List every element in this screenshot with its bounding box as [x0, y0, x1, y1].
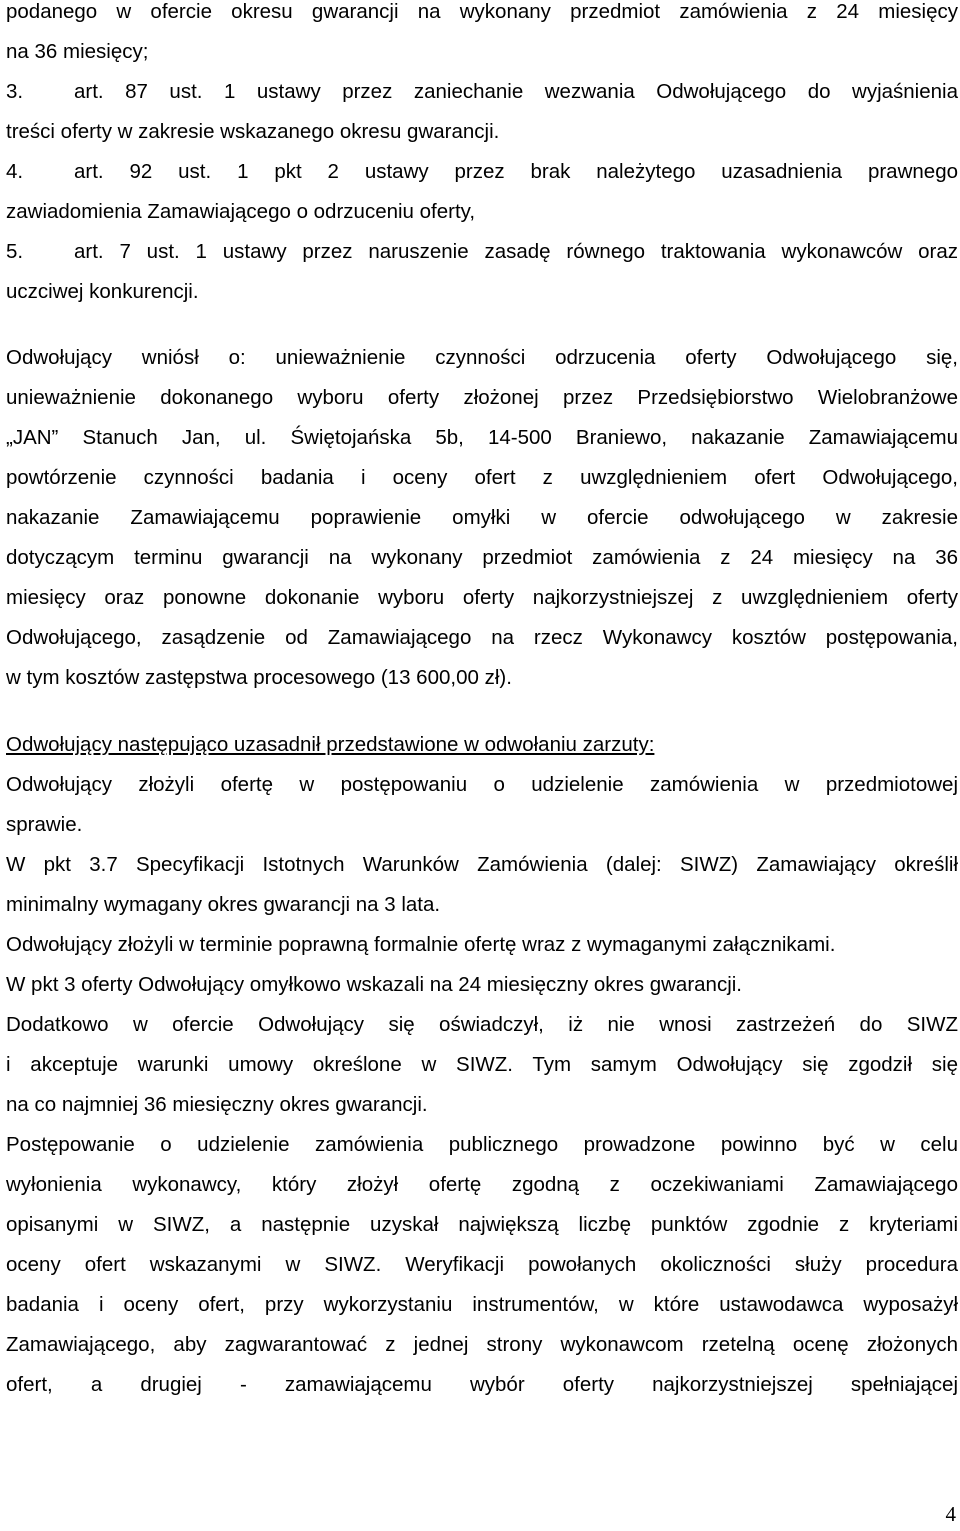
- paragraph-line: dotyczącym terminu gwarancji na wykonany przedmiot zamówienia z 24 miesięcy na 36: [6, 546, 958, 569]
- list-item-4-line: [6, 152, 958, 192]
- list-number: 5.: [6, 240, 24, 263]
- paragraph-line: ofert, a drugiej - zamawiającemu wybór oferty najkorzystniejszej spełniającej: [6, 1373, 958, 1396]
- page-number: 4: [945, 1502, 956, 1526]
- paragraph-line: wyłonienia wykonawcy, który złożył ofertę zgodną z oczekiwaniami Zamawiającego: [6, 1173, 958, 1196]
- paragraph-line: w tym kosztów zastępstwa procesowego (13 600,00 zł).: [6, 666, 512, 689]
- paragraph-line: badania i oceny ofert, przy wykorzystaniu instrumentów, w które ustawodawca wyposażył: [6, 1293, 958, 1316]
- list-number: 4.: [6, 160, 24, 183]
- paragraph-line: i akceptuje warunki umowy określone w SIWZ. Tym samym Odwołujący się zgodził się: [6, 1053, 958, 1076]
- paragraph-line: W pkt 3.7 Specyfikacji Istotnych Warunków Zamówienia (dalej: SIWZ) Zamawiający określił: [6, 853, 958, 876]
- section-heading: [6, 725, 958, 765]
- demands-paragraph: [6, 338, 958, 698]
- list-item-5-line: uczciwej konkurencji.: [6, 280, 199, 303]
- paragraph-line: unieważnienie dokonanego wyboru oferty złożonej przez Przedsiębiorstwo Wielobranżowe: [6, 386, 958, 409]
- paragraph-line: minimalny wymagany okres gwarancji na 3 lata.: [6, 893, 441, 916]
- list-text: art. 92 ust. 1 pkt 2 ustawy przez brak należytego uzasadnienia prawnego: [74, 160, 958, 183]
- paragraph-line: miesięcy oraz ponowne dokonanie wyboru oferty najkorzystniejszej z uwzględnieniem oferty: [6, 586, 958, 609]
- paragraph-gap: [6, 312, 958, 338]
- paragraph-line: Dodatkowo w ofercie Odwołujący się oświadczył, iż nie wnosi zastrzeżeń do SIWZ: [6, 1013, 958, 1036]
- list-item-3-line: [6, 72, 958, 112]
- paragraph-gap: [6, 698, 958, 725]
- paragraph-line: powtórzenie czynności badania i oceny ofert z uwzględnieniem ofert Odwołującego,: [6, 466, 958, 489]
- paragraph-line: Odwołujący wniósł o: unieważnienie czynności odrzucenia oferty Odwołującego się,: [6, 346, 958, 369]
- list-text: art. 87 ust. 1 ustawy przez zaniechanie wezwania Odwołującego do wyjaśnienia: [74, 80, 958, 103]
- paragraph-line: Odwołujący złożyli ofertę w postępowaniu o udzielenie zamówienia w przedmiotowej: [6, 773, 958, 796]
- list-number: 3.: [6, 80, 24, 103]
- paragraph-line: sprawie.: [6, 813, 83, 836]
- paragraph-line: oceny ofert wskazanymi w SIWZ. Weryfikacji powołanych okoliczności służy procedura: [6, 1253, 958, 1276]
- list-continuation-line: podanego w ofercie okresu gwarancji na wykonany przedmiot zamówienia z 24 miesięcy: [6, 0, 958, 23]
- list-continuation-line: na 36 miesięcy;: [6, 40, 149, 63]
- paragraph-line: W pkt 3 oferty Odwołujący omyłkowo wskazali na 24 miesięczny okres gwarancji.: [6, 973, 742, 996]
- paragraph-line: Odwołujący złożyli w terminie poprawną formalnie ofertę wraz z wymaganymi załącznikami.: [6, 933, 836, 956]
- section-heading-text: Odwołujący następująco uzasadnił przedstawione w odwołaniu zarzuty:: [6, 733, 655, 756]
- paragraph-line: Zamawiającego, aby zagwarantować z jednej strony wykonawcom rzetelną ocenę złożonych: [6, 1333, 958, 1356]
- paragraph-line: nakazanie Zamawiającemu poprawienie omyłki w ofercie odwołującego w zakresie: [6, 506, 958, 529]
- paragraph-line: Odwołującego, zasądzenie od Zamawiającego na rzecz Wykonawcy kosztów postępowania,: [6, 626, 958, 649]
- list-item-3-line: treści oferty w zakresie wskazanego okresu gwarancji.: [6, 120, 500, 143]
- list-text: art. 7 ust. 1 ustawy przez naruszenie zasadę równego traktowania wykonawców oraz: [74, 240, 958, 263]
- list-item-5-line: [6, 232, 958, 272]
- paragraph-line: opisanymi w SIWZ, a następnie uzyskał największą liczbę punktów zgodnie z kryteriami: [6, 1213, 958, 1236]
- paragraph-line: „JAN” Stanuch Jan, ul. Świętojańska 5b, 14-500 Braniewo, nakazanie Zamawiającemu: [6, 426, 958, 449]
- paragraph-line: Postępowanie o udzielenie zamówienia publicznego prowadzone powinno być w celu: [6, 1133, 958, 1156]
- document-page: [6, 0, 958, 1405]
- list-item-4-line: zawiadomienia Zamawiającego o odrzuceniu oferty,: [6, 200, 476, 223]
- paragraph-line: na co najmniej 36 miesięczny okres gwarancji.: [6, 1093, 428, 1116]
